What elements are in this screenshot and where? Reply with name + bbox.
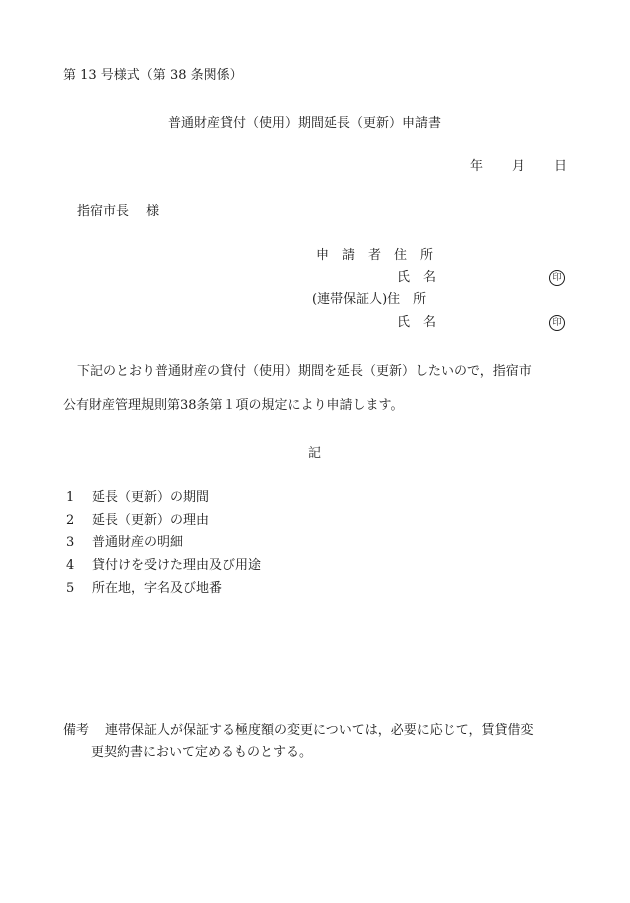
remarks-line-2: 更契約書において定めるものとする。 bbox=[91, 745, 313, 760]
body-text-line-1: 下記のとおり普通財産の貸付（使用）期間を延長（更新）したいので，指宿市 bbox=[77, 364, 532, 379]
guarantor-address-label: (連帯保証人)住 所 bbox=[312, 292, 427, 307]
applicant-address-label: 申 請 者 住 所 bbox=[316, 248, 434, 263]
date-year: 年 bbox=[470, 159, 484, 174]
item-text: 延長（更新）の期間 bbox=[92, 490, 210, 505]
remarks-line-1: 連帯保証人が保証する極度額の変更については，必要に応じて，賃貸借変 bbox=[105, 723, 534, 738]
item-text: 所在地，字名及び地番 bbox=[92, 581, 223, 596]
guarantor-name-label: 氏 名 bbox=[397, 315, 437, 330]
applicant-seal-mark: 印 bbox=[549, 270, 565, 286]
item-text: 延長（更新）の理由 bbox=[92, 513, 210, 528]
item-text: 貸付けを受けた理由及び用途 bbox=[92, 558, 262, 573]
body-text-line-2: 公有財産管理規則第38条第１項の規定により申請します。 bbox=[63, 398, 404, 413]
list-item bbox=[66, 557, 261, 575]
addressee: 指宿市長 様 bbox=[77, 204, 160, 219]
item-number: 3 bbox=[66, 535, 75, 550]
date-day: 日 bbox=[554, 159, 568, 174]
document-title: 普通財産貸付（使用）期間延長（更新）申請書 bbox=[168, 116, 442, 131]
list-item bbox=[66, 512, 209, 530]
guarantor-seal-mark: 印 bbox=[549, 315, 565, 331]
ki-heading: 記 bbox=[308, 446, 322, 461]
item-number: 5 bbox=[66, 581, 75, 596]
list-item bbox=[66, 580, 222, 598]
applicant-name-label: 氏 名 bbox=[397, 270, 437, 285]
item-number: 4 bbox=[66, 558, 75, 573]
remarks-label: 備考 bbox=[63, 723, 90, 738]
item-text: 普通財産の明細 bbox=[92, 535, 184, 550]
list-item bbox=[66, 489, 209, 507]
date-month: 月 bbox=[512, 159, 526, 174]
item-number: 2 bbox=[66, 513, 75, 528]
item-number: 1 bbox=[66, 490, 75, 505]
form-number: 第 13 号様式（第 38 条関係） bbox=[63, 68, 243, 83]
list-item bbox=[66, 534, 183, 552]
